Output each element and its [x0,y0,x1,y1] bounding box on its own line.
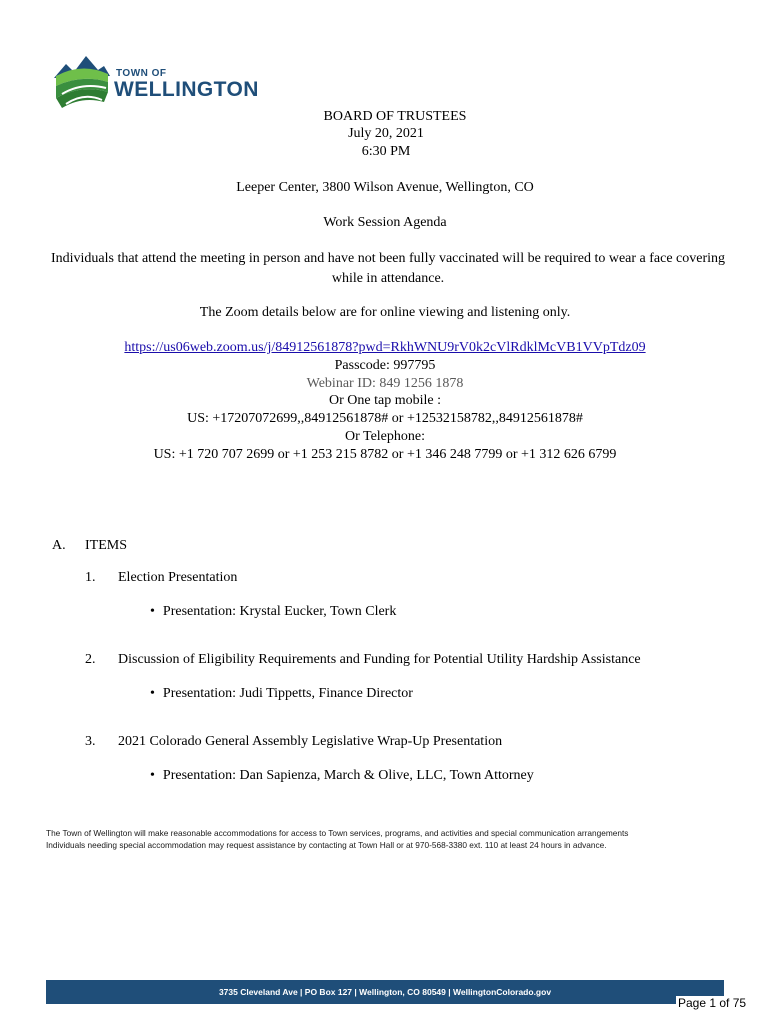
zoom-notice: The Zoom details below are for online viewing and listening only. [199,305,571,320]
meeting-location: Leeper Center, 3800 Wilson Avenue, Wellington, CO [236,180,534,195]
meeting-date: July 20, 2021 [348,126,424,141]
logo-town-of: TOWN OF [116,68,167,79]
zoom-passcode: Passcode: 997795 [334,358,436,373]
zoom-webinar-id: Webinar ID: 849 1256 1878 [306,376,464,391]
telephone-label: Or Telephone: [344,429,425,444]
vaccination-notice: Individuals that attend the meeting in person and have not been fully vaccinated will be required to wear a face covering while in attendance. [50,251,726,286]
telephone-numbers: US: +1 720 707 2699 or +1 253 215 8782 or +1 346 248 7799 or +1 312 626 6799 [153,447,617,462]
board-title: BOARD OF TRUSTEES [323,109,467,124]
item-number: 1. [85,570,96,585]
logo-wellington: WELLINGTON [114,78,259,101]
section-letter: A. [52,538,66,553]
item-number: 3. [85,734,96,749]
one-tap-numbers: US: +17207072699,,84912561878# or +12532158782,,84912561878# [187,411,583,426]
item-presenter: • Presentation: Krystal Eucker, Town Clerk [150,603,396,620]
mountain-logo-icon [52,52,112,112]
page-number: Page 1 of 75 [678,996,747,1010]
meeting-time: 6:30 PM [361,144,411,159]
agenda-type: Work Session Agenda [323,215,447,230]
one-tap-label: Or One tap mobile : [329,393,441,408]
section-title: ITEMS [85,538,127,553]
item-presenter: • Presentation: Judi Tippetts, Finance Director [150,685,413,702]
item-title: Discussion of Eligibility Requirements and Funding for Potential Utility Hardship Assistance [118,652,641,667]
item-number: 2. [85,652,96,667]
accommodation-line-1: The Town of Wellington will make reasonable accommodations for access to Town services, programs, and activities and special communication arrangements [46,828,629,838]
zoom-link[interactable]: https://us06web.zoom.us/j/84912561878?pwd=RkhWNU9rV0k2cVlRdklMcVB1VVpTdz09 [124,340,646,355]
item-presenter: • Presentation: Dan Sapienza, March & Olive, LLC, Town Attorney [150,767,534,784]
item-title: 2021 Colorado General Assembly Legislative Wrap-Up Presentation [118,734,503,749]
town-logo [52,52,272,114]
footer-address-bar: 3735 Cleveland Ave | PO Box 127 | Wellington, CO 80549 | WellingtonColorado.gov [46,980,724,1004]
accommodation-line-2: Individuals needing special accommodation may request assistance by contacting at Town Hall or at 970-568-3380 ext. 110 at least 24 hours in advance. [46,840,607,850]
zoom-link-row [0,339,770,356]
item-title: Election Presentation [118,570,238,585]
